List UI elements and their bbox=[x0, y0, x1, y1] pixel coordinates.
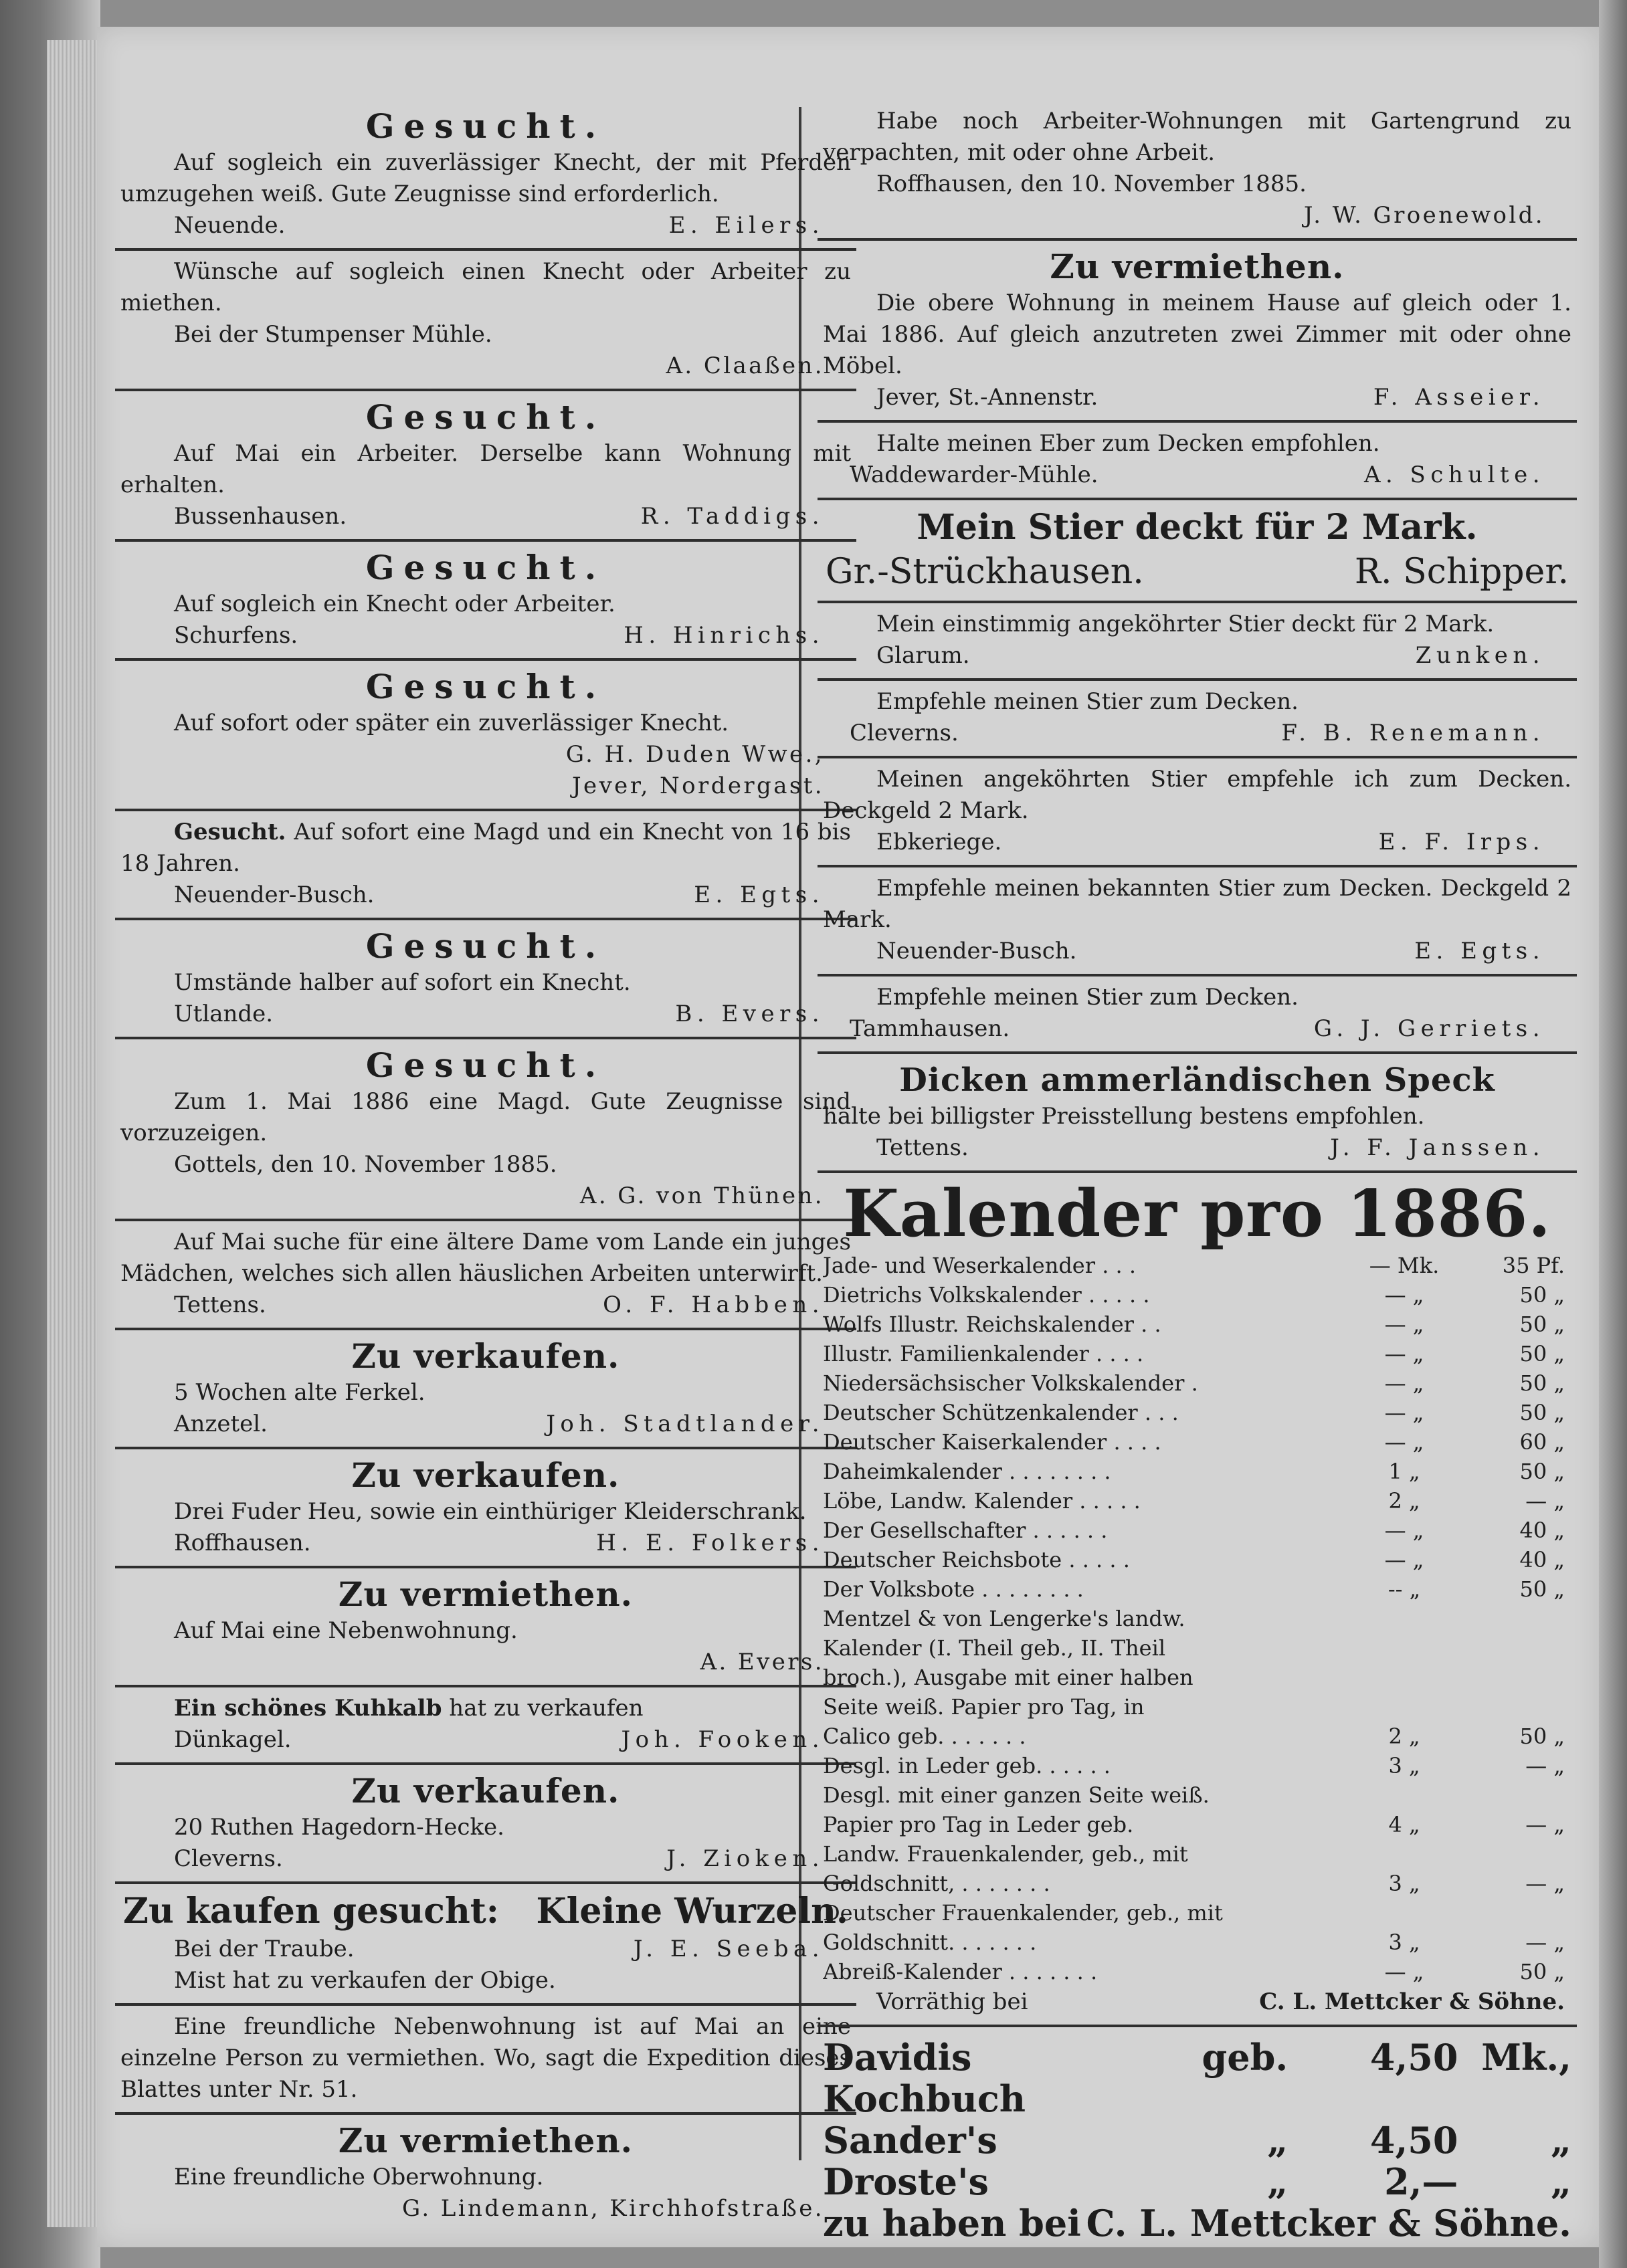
ad-name: G. H. Duden Wwe., bbox=[565, 741, 824, 768]
ad-big-line-2 bbox=[823, 550, 1571, 594]
ad-heading: Zu vermiethen. bbox=[1050, 247, 1345, 286]
ad-place: Neuender-Busch. bbox=[174, 882, 375, 908]
calendar-item-name: Deutscher Frauenkalender, geb., mit bbox=[823, 1900, 1223, 1926]
calendar-row bbox=[823, 1692, 1571, 1722]
ad-lead: Gesucht. bbox=[174, 819, 286, 845]
ad-signature bbox=[120, 880, 851, 911]
book-price: 4,50 bbox=[1369, 2119, 1458, 2162]
calendar-item-mark: 4 „ bbox=[1388, 1812, 1420, 1837]
calendar-item-pfennig: — „ bbox=[1525, 1753, 1565, 1778]
ad-body: Auf Mai ein Arbeiter. Derselbe kann Wohnung mit erhalten. bbox=[120, 440, 851, 498]
ad-lead: Ein schönes Kuhkalb bbox=[174, 1695, 442, 1722]
ad-body: Eine freundliche Oberwohnung. bbox=[174, 2164, 544, 2190]
ad-gesucht-duden bbox=[115, 661, 856, 811]
ad-body bbox=[120, 1693, 851, 1724]
ad-place: Tettens. bbox=[876, 1134, 969, 1161]
ad-calendar bbox=[818, 1173, 1577, 2027]
ad-name: G. J. Gerriets. bbox=[1313, 1015, 1545, 1042]
calendar-row bbox=[823, 1722, 1571, 1751]
calendar-item-name: Wolfs Illustr. Reichskalender . . bbox=[823, 1312, 1161, 1337]
ad-gesucht-evers bbox=[115, 920, 856, 1039]
ad-name: E. Egts. bbox=[1414, 938, 1545, 964]
book-unit: „ bbox=[1550, 2160, 1571, 2203]
calendar-item-mark: — „ bbox=[1384, 1429, 1424, 1455]
calendar-item-pfennig bbox=[1451, 1692, 1571, 1722]
calendar-item-name: Jade- und Weserkalender . . . bbox=[823, 1253, 1137, 1278]
ad-place: Cleverns. bbox=[174, 1845, 283, 1872]
ad-name: J. E. Seeba. bbox=[633, 1936, 824, 1962]
ad-signature bbox=[823, 382, 1571, 413]
calendar-item-mark: — „ bbox=[1384, 1312, 1424, 1337]
book-unit: Mk., bbox=[1481, 2036, 1571, 2079]
calendar-item-mark: — Mk. bbox=[1369, 1253, 1440, 1278]
calendar-row bbox=[823, 1398, 1571, 1427]
ad-name: Zunken. bbox=[1415, 642, 1545, 669]
calendar-row bbox=[823, 1427, 1571, 1457]
ad-place: Waddewarder-Mühle. bbox=[850, 461, 1098, 488]
calendar-item-mark: — „ bbox=[1384, 1959, 1424, 1984]
ad-signature bbox=[120, 501, 851, 532]
ad-verkaufen-folkers bbox=[115, 1449, 856, 1568]
ad-heading: Gesucht. bbox=[365, 667, 606, 706]
ad-body: Mein einstimmig angeköhrter Stier deckt für 2 Mark. bbox=[876, 611, 1495, 637]
ad-body: Zum 1. Mai 1886 eine Magd. Gute Zeugnisse sind vorzuzeigen. bbox=[120, 1088, 851, 1146]
calendar-item-pfennig: 50 „ bbox=[1519, 1576, 1565, 1602]
calendar-item-mark bbox=[1357, 1692, 1451, 1722]
calendar-stock-label: Vorräthig bei bbox=[876, 1988, 1028, 2015]
calendar-item-pfennig bbox=[1451, 1898, 1571, 1928]
ad-place: Glarum. bbox=[876, 642, 970, 669]
calendar-item-name: Daheimkalender . . . . . . . . bbox=[823, 1459, 1111, 1484]
ad-signature bbox=[120, 1724, 851, 1756]
ad-body bbox=[120, 817, 851, 880]
ad-heading: Dicken ammerländischen Speck bbox=[899, 1061, 1495, 1099]
ad-name: H. E. Folkers. bbox=[596, 1530, 824, 1556]
calendar-item-mark: -- „ bbox=[1387, 1576, 1421, 1602]
calendar-item-mark: — „ bbox=[1384, 1282, 1424, 1308]
ad-place: Bei der Traube. bbox=[174, 1936, 355, 1962]
book-prefix: geb. bbox=[1202, 2036, 1288, 2079]
calendar-item-pfennig: 50 „ bbox=[1519, 1400, 1565, 1425]
ad-name: A. Claaßen. bbox=[666, 352, 824, 379]
ad-kuhkalb-fooken bbox=[115, 1687, 856, 1765]
calendar-item-name: Calico geb. . . . . . . bbox=[823, 1724, 1026, 1749]
ad-place: Schurfens. bbox=[174, 622, 298, 649]
ad-name: E. F. Irps. bbox=[1378, 829, 1545, 855]
calendar-row bbox=[823, 1604, 1571, 1633]
ad-body: Halte meinen Eber zum Decken empfohlen. bbox=[876, 430, 1380, 457]
ad-big-place: Gr.-Strückhausen. bbox=[826, 552, 1144, 592]
ad-place: Neuende. bbox=[174, 212, 286, 239]
ad-place: Neuender-Busch. bbox=[876, 938, 1077, 964]
ad-gesucht-egts bbox=[115, 811, 856, 920]
calendar-row bbox=[823, 1810, 1571, 1839]
book-row bbox=[823, 2120, 1571, 2161]
calendar-item-pfennig: 50 „ bbox=[1519, 1459, 1565, 1484]
calendar-item-name: Papier pro Tag in Leder geb. bbox=[823, 1812, 1134, 1837]
ad-name: H. Hinrichs. bbox=[624, 622, 824, 649]
ad-maedchen-habben bbox=[115, 1221, 856, 1330]
ad-body: Empfehle meinen bekannten Stier zum Decken. Deckgeld 2 Mark. bbox=[823, 875, 1571, 933]
calendar-row bbox=[823, 1486, 1571, 1516]
ad-knecht-claassen bbox=[115, 251, 856, 391]
calendar-item-mark bbox=[1357, 1633, 1451, 1663]
ad-place: Utlande. bbox=[174, 1001, 274, 1027]
book-footer-name: C. L. Mettcker & Söhne. bbox=[1086, 2202, 1571, 2245]
ad-signature bbox=[823, 936, 1571, 967]
ad-signature bbox=[823, 459, 1571, 491]
ad-line: Mist hat zu verkaufen der Obige. bbox=[174, 1967, 556, 1994]
calendar-item-mark: 3 „ bbox=[1388, 1753, 1420, 1778]
ad-body: Empfehle meinen Stier zum Decken. bbox=[876, 688, 1299, 715]
ad-big-right: Kleine Wurzeln. bbox=[536, 1891, 848, 1932]
ad-signature bbox=[120, 999, 851, 1030]
ad-body: Drei Fuder Heu, sowie ein einthüriger Kleiderschrank. bbox=[174, 1498, 807, 1525]
calendar-item-pfennig bbox=[1451, 1780, 1571, 1810]
calendar-row bbox=[823, 1457, 1571, 1486]
calendar-row bbox=[823, 1869, 1571, 1898]
ad-stier-renemann bbox=[818, 681, 1577, 758]
calendar-row bbox=[823, 1545, 1571, 1574]
calendar-stock bbox=[823, 1986, 1571, 2018]
right-column bbox=[818, 100, 1577, 2251]
ad-signature bbox=[823, 1013, 1571, 1045]
ad-heading: Zu verkaufen. bbox=[351, 1455, 620, 1495]
calendar-item-pfennig: 35 Pf. bbox=[1502, 1253, 1565, 1278]
calendar-item-pfennig: — „ bbox=[1525, 1488, 1565, 1514]
book-unit: „ bbox=[1550, 2119, 1571, 2162]
book-row bbox=[823, 2037, 1571, 2120]
book-title: Droste's bbox=[823, 2160, 989, 2203]
ad-signature bbox=[120, 1843, 851, 1875]
ad-signature bbox=[823, 1132, 1571, 1164]
calendar-item-name: Mentzel & von Lengerke's landw. bbox=[823, 1606, 1185, 1631]
ad-place: Bussenhausen. bbox=[174, 503, 347, 530]
calendar-item-pfennig: 50 „ bbox=[1519, 1370, 1565, 1396]
calendar-row bbox=[823, 1839, 1571, 1869]
calendar-item-pfennig bbox=[1451, 1663, 1571, 1692]
book-footer-label: zu haben bei bbox=[823, 2202, 1081, 2245]
calendar-item-mark: 1 „ bbox=[1388, 1459, 1420, 1484]
ad-stier-egts bbox=[818, 867, 1577, 976]
calendar-row bbox=[823, 1957, 1571, 1986]
ad-body: Umstände halber auf sofort ein Knecht. bbox=[174, 969, 631, 996]
ad-body: 5 Wochen alte Ferkel. bbox=[174, 1379, 425, 1406]
calendar-item-name: Löbe, Landw. Kalender . . . . . bbox=[823, 1488, 1141, 1514]
ad-big-line bbox=[823, 506, 1571, 550]
ad-kochbuch bbox=[818, 2027, 1577, 2251]
calendar-item-mark: 2 „ bbox=[1388, 1488, 1420, 1514]
calendar-item-name: Der Gesellschafter . . . . . . bbox=[823, 1518, 1108, 1543]
calendar-item-mark bbox=[1357, 1604, 1451, 1633]
calendar-row bbox=[823, 1928, 1571, 1957]
calendar-item-name: Deutscher Schützenkalender . . . bbox=[823, 1400, 1179, 1425]
ad-gesucht-thuenen bbox=[115, 1039, 856, 1221]
ad-verkaufen-ziocken bbox=[115, 1765, 856, 1884]
calendar-item-mark: 2 „ bbox=[1388, 1724, 1420, 1749]
calendar-item-name: Illustr. Familienkalender . . . . bbox=[823, 1341, 1144, 1366]
book-prefix: „ bbox=[1267, 2119, 1288, 2162]
calendar-row bbox=[823, 1751, 1571, 1780]
ad-signature bbox=[823, 718, 1571, 749]
calendar-item-name: Abreiß-Kalender . . . . . . . bbox=[823, 1959, 1098, 1984]
ad-heading: Gesucht. bbox=[365, 1045, 606, 1085]
ad-line: Gottels, den 10. November 1885. bbox=[174, 1151, 557, 1178]
ad-body: 20 Ruthen Hagedorn-Hecke. bbox=[174, 1814, 504, 1841]
calendar-item-name: Desgl. mit einer ganzen Seite weiß. bbox=[823, 1782, 1210, 1808]
calendar-row bbox=[823, 1310, 1571, 1339]
calendar-item-pfennig: 40 „ bbox=[1519, 1547, 1565, 1572]
ad-name: J. W. Groenewold. bbox=[1303, 202, 1545, 229]
ad-signature bbox=[120, 1290, 851, 1321]
calendar-row bbox=[823, 1368, 1571, 1398]
ad-heading: Gesucht. bbox=[365, 106, 606, 146]
calendar-item-name: broch.), Ausgabe mit einer halben bbox=[823, 1665, 1193, 1690]
ad-body: Die obere Wohnung in meinem Hause auf gleich oder 1. Mai 1886. Auf gleich anzutreten zwei Zimmer mit oder ohne Möbel. bbox=[823, 290, 1571, 379]
ad-big-line bbox=[120, 1889, 851, 1934]
ad-big-name: R. Schipper. bbox=[1354, 552, 1569, 592]
calendar-item-name: Goldschnitt. . . . . . . bbox=[823, 1930, 1037, 1955]
ad-name: E. Eilers. bbox=[668, 212, 824, 239]
calendar-item-name: Dietrichs Volkskalender . . . . . bbox=[823, 1282, 1150, 1308]
calendar-row bbox=[823, 1898, 1571, 1928]
ad-place: Anzetel. bbox=[174, 1411, 268, 1437]
ad-text: hat zu verkaufen bbox=[449, 1695, 644, 1722]
calendar-item-name: Deutscher Reichsbote . . . . . bbox=[823, 1547, 1130, 1572]
book-price: 2,— bbox=[1384, 2160, 1458, 2203]
ad-body: Empfehle meinen Stier zum Decken. bbox=[876, 984, 1299, 1011]
ad-speck-janssen bbox=[818, 1054, 1577, 1173]
calendar-stock-name: C. L. Mettcker & Söhne. bbox=[1259, 1988, 1565, 2015]
calendar-item-pfennig: 50 „ bbox=[1519, 1724, 1565, 1749]
ad-wurzeln-seeba bbox=[115, 1884, 856, 2006]
calendar-item-pfennig bbox=[1451, 1633, 1571, 1663]
ad-big-left: Zu kaufen gesucht: bbox=[123, 1891, 499, 1932]
ad-body: halte bei billigster Preisstellung bestens empfohlen. bbox=[823, 1103, 1425, 1130]
calendar-item-mark bbox=[1357, 1898, 1451, 1928]
ad-nebenwohnung bbox=[115, 2006, 856, 2115]
calendar-row bbox=[823, 1339, 1571, 1368]
ad-heading: Gesucht. bbox=[365, 926, 606, 966]
book-prefix: „ bbox=[1267, 2160, 1288, 2203]
calendar-item-name: Desgl. in Leder geb. . . . . . bbox=[823, 1753, 1111, 1778]
ad-place: Dünkagel. bbox=[174, 1726, 292, 1753]
ad-name: B. Evers. bbox=[675, 1001, 824, 1027]
ad-stier-gerriets bbox=[818, 976, 1577, 1054]
ad-name: J. Zioken. bbox=[666, 1845, 824, 1872]
calendar-row bbox=[823, 1663, 1571, 1692]
ad-name: A. Evers. bbox=[700, 1649, 824, 1675]
ad-name: R. Taddigs. bbox=[640, 503, 824, 530]
calendar-row bbox=[823, 1280, 1571, 1310]
ad-place: Ebkeriege. bbox=[876, 829, 1002, 855]
ad-eber-schulte bbox=[818, 423, 1577, 500]
scan-background-right bbox=[1599, 0, 1627, 2268]
ad-place: Jever, St.-Annenstr. bbox=[876, 384, 1098, 411]
calendar-row bbox=[823, 1251, 1571, 1280]
ad-heading: Zu vermiethen. bbox=[338, 1574, 634, 1614]
book-price-list bbox=[823, 2037, 1571, 2202]
calendar-row bbox=[823, 1633, 1571, 1663]
ad-signature bbox=[120, 620, 851, 651]
calendar-item-mark: 3 „ bbox=[1388, 1930, 1420, 1955]
ad-heading: Zu verkaufen. bbox=[351, 1771, 620, 1811]
ad-gesucht-hinrichs bbox=[115, 542, 856, 661]
calendar-item-name: Seite weiß. Papier pro Tag, in bbox=[823, 1694, 1145, 1720]
ad-place: Roffhausen. bbox=[174, 1530, 311, 1556]
calendar-item-mark: — „ bbox=[1384, 1341, 1424, 1366]
ad-signature bbox=[120, 1934, 851, 1965]
ad-name-address: Jever, Nordergast. bbox=[572, 772, 824, 799]
ad-name: E. Egts. bbox=[694, 882, 824, 908]
ad-gesucht-eilers bbox=[115, 100, 856, 251]
calendar-row bbox=[823, 1574, 1571, 1604]
ad-name: Joh. Stadtlander. bbox=[546, 1411, 824, 1437]
calendar-item-pfennig: 50 „ bbox=[1519, 1282, 1565, 1308]
ad-name: F. B. Renemann. bbox=[1281, 720, 1545, 746]
ad-signature bbox=[823, 640, 1571, 672]
calendar-item-pfennig: — „ bbox=[1525, 1871, 1565, 1896]
ad-verkaufen-stadtlander bbox=[115, 1330, 856, 1449]
ad-stier-zunken bbox=[818, 603, 1577, 681]
ad-name: A. Schulte. bbox=[1363, 461, 1545, 488]
calendar-item-mark bbox=[1357, 1780, 1451, 1810]
calendar-item-mark: — „ bbox=[1384, 1370, 1424, 1396]
book-footer bbox=[823, 2202, 1571, 2244]
calendar-item-name: Deutscher Kaiserkalender . . . . bbox=[823, 1429, 1161, 1455]
ad-body: Wünsche auf sogleich einen Knecht oder Arbeiter zu miethen. bbox=[120, 258, 851, 316]
ad-line: Roffhausen, den 10. November 1885. bbox=[876, 171, 1307, 197]
calendar-item-pfennig: 50 „ bbox=[1519, 1312, 1565, 1337]
calendar-item-mark: — „ bbox=[1384, 1547, 1424, 1572]
ad-vermiethen-lindemann bbox=[115, 2115, 856, 2231]
ad-body: Meinen angeköhrten Stier empfehle ich zum Decken. Deckgeld 2 Mark. bbox=[823, 766, 1571, 824]
ad-place: Tettens. bbox=[174, 1292, 266, 1318]
ad-stier-schipper bbox=[818, 500, 1577, 603]
ad-heading: Zu vermiethen. bbox=[338, 2121, 634, 2160]
ad-stier-irps bbox=[818, 758, 1577, 867]
ad-name: A. G. von Thünen. bbox=[579, 1182, 824, 1209]
calendar-item-pfennig: 40 „ bbox=[1519, 1518, 1565, 1543]
calendar-item-mark: 3 „ bbox=[1388, 1871, 1420, 1896]
calendar-title: Kalender pro 1886. bbox=[843, 1176, 1551, 1251]
calendar-item-mark: — „ bbox=[1384, 1400, 1424, 1425]
ad-vermiethen-evers bbox=[115, 1568, 856, 1687]
calendar-item-name: Kalender (I. Theil geb., II. Theil bbox=[823, 1635, 1166, 1661]
calendar-item-pfennig: — „ bbox=[1525, 1812, 1565, 1837]
ad-heading: Gesucht. bbox=[365, 397, 606, 437]
ad-name: G. Lindemann, Kirchhofstraße. bbox=[401, 2195, 824, 2222]
ad-body: Auf Mai suche für eine ältere Dame vom Lande ein junges Mädchen, welches sich allen häuslichen Arbeiten unterwirft. bbox=[120, 1229, 851, 1287]
ad-name: Joh. Fooken. bbox=[621, 1726, 824, 1753]
calendar-item-pfennig: 50 „ bbox=[1519, 1959, 1565, 1984]
ad-name: J. F. Janssen. bbox=[1330, 1134, 1545, 1161]
ad-groenewold bbox=[818, 100, 1577, 241]
book-title: Sander's bbox=[823, 2119, 997, 2162]
calendar-item-mark: — „ bbox=[1384, 1518, 1424, 1543]
ad-body: Auf sogleich ein zuverlässiger Knecht, der mit Pferden umzugehen weiß. Gute Zeugnisse sind erforderlich. bbox=[120, 149, 851, 207]
calendar-item-name: Goldschnitt, . . . . . . . bbox=[823, 1871, 1050, 1896]
ad-text: Auf sofort eine Magd und ein Knecht von 16 bis 18 Jahren. bbox=[120, 819, 852, 877]
calendar-row bbox=[823, 1780, 1571, 1810]
calendar-item-name: Der Volksbote . . . . . . . . bbox=[823, 1576, 1084, 1602]
calendar-item-pfennig bbox=[1451, 1839, 1571, 1869]
book-title: Davidis Kochbuch bbox=[823, 2036, 1026, 2120]
ad-body: Eine freundliche Nebenwohnung ist auf Mai an eine einzelne Person zu vermiethen. Wo, sagt die Expedition dieses Blattes unter Nr. 51. bbox=[120, 2013, 851, 2103]
book-row bbox=[823, 2161, 1571, 2202]
calendar-item-pfennig: 50 „ bbox=[1519, 1341, 1565, 1366]
book-price: 4,50 bbox=[1369, 2036, 1458, 2079]
ad-heading: Zu verkaufen. bbox=[351, 1336, 620, 1376]
ad-gesucht-taddigs bbox=[115, 391, 856, 542]
left-column bbox=[115, 100, 856, 2231]
calendar-item-mark bbox=[1357, 1839, 1451, 1869]
ad-signature bbox=[823, 827, 1571, 858]
ad-body: Auf sogleich ein Knecht oder Arbeiter. bbox=[174, 591, 615, 617]
ad-big-left: Mein Stier deckt für 2 Mark. bbox=[917, 507, 1478, 548]
calendar-item-pfennig bbox=[1451, 1604, 1571, 1633]
ad-heading: Gesucht. bbox=[365, 548, 606, 587]
ad-place: Cleverns. bbox=[850, 720, 959, 746]
ad-line: Bei der Stumpenser Mühle. bbox=[174, 321, 492, 348]
ad-body: Habe noch Arbeiter-Wohnungen mit Gartengrund zu verpachten, mit oder ohne Arbeit. bbox=[823, 108, 1571, 166]
ad-vermiethen-asseier bbox=[818, 241, 1577, 423]
ad-signature bbox=[120, 210, 851, 241]
ad-body: Auf sofort oder später ein zuverlässiger Knecht. bbox=[174, 710, 729, 736]
calendar-item-mark bbox=[1357, 1663, 1451, 1692]
ad-name: O. F. Habben. bbox=[603, 1292, 824, 1318]
calendar-item-name: Landw. Frauenkalender, geb., mit bbox=[823, 1841, 1188, 1867]
ad-signature bbox=[120, 1528, 851, 1559]
ad-body: Auf Mai eine Nebenwohnung. bbox=[174, 1617, 518, 1644]
ad-signature bbox=[120, 1409, 851, 1440]
calendar-price-list bbox=[823, 1251, 1571, 1986]
calendar-item-pfennig: 60 „ bbox=[1519, 1429, 1565, 1455]
ad-place: Tammhausen. bbox=[850, 1015, 1010, 1042]
calendar-item-pfennig: — „ bbox=[1525, 1930, 1565, 1955]
ad-name: F. Asseier. bbox=[1373, 384, 1545, 411]
calendar-item-name: Niedersächsischer Volkskalender . bbox=[823, 1370, 1198, 1396]
calendar-row bbox=[823, 1516, 1571, 1545]
